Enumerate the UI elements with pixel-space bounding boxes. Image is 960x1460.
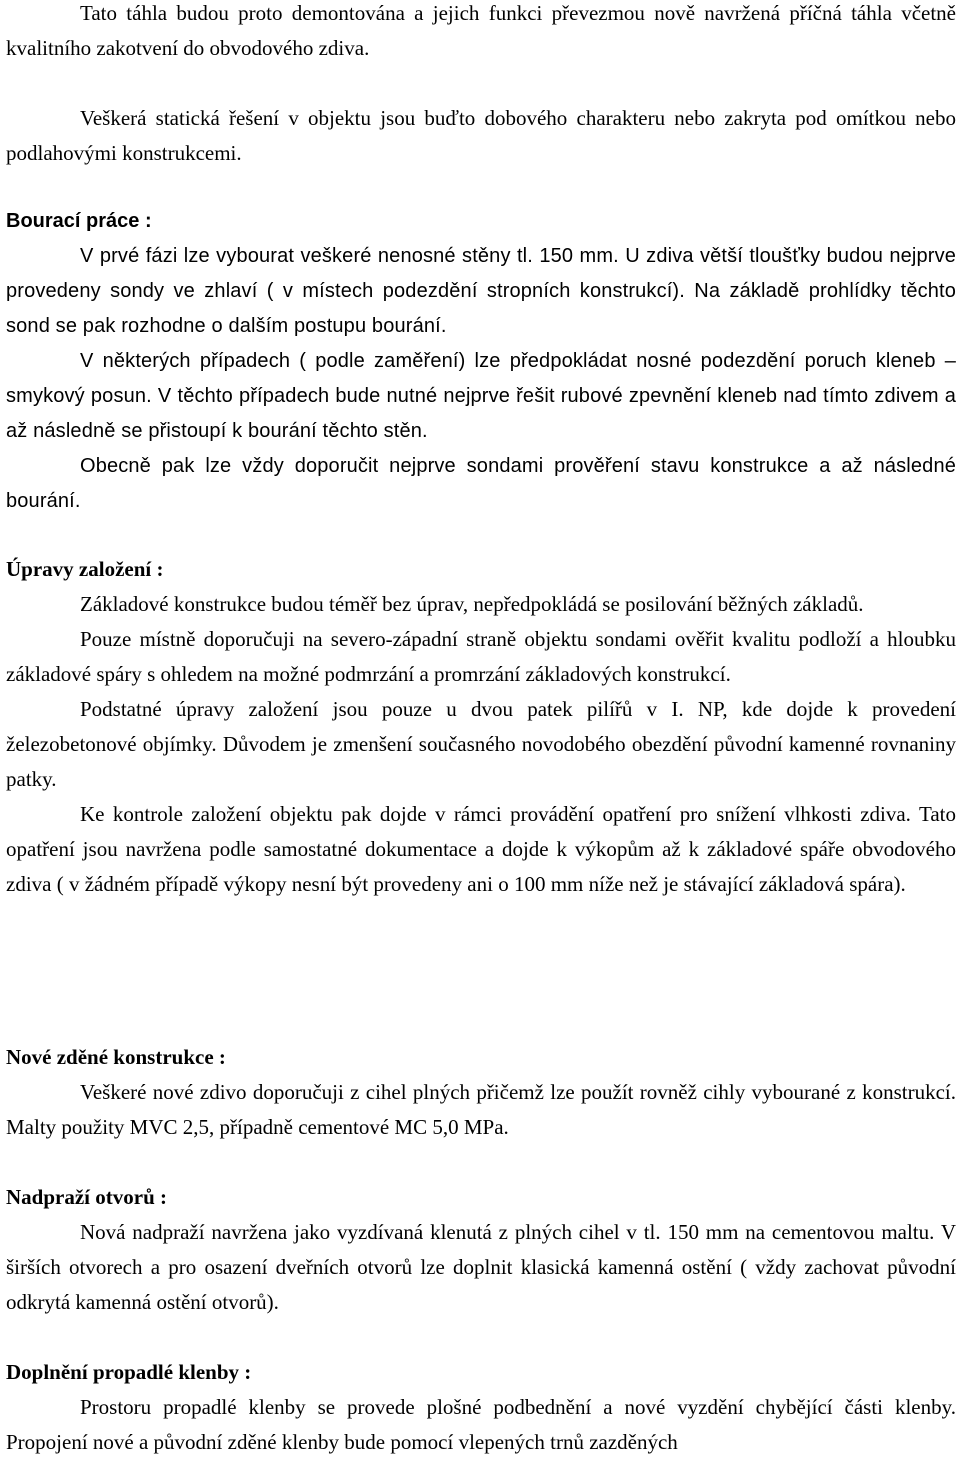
new-masonry-section — [6, 1040, 956, 1145]
foundation-section — [6, 552, 956, 902]
demolition-paragraph-2: V některých případech ( podle zaměření) lze předpokládat nosné podezdění poruch kleneb – smykový posun. V těchto případech bude nutné nejprve řešit rubové zpevnění kleneb nad tímto zdivem a až následně se přistoupí k bourání těchto stěn. — [6, 350, 956, 442]
lintels-section — [6, 1180, 956, 1320]
foundation-paragraph-2: Pouze místně doporučuji na severo-západní straně objektu sondami ověřit kvalitu podloží a hloubku základové spáry s ohledem na možné podmrzání a promrzání základových konstrukcí. — [6, 627, 956, 686]
foundation-paragraph-1: Základové konstrukce budou téměř bez úprav, nepředpokládá se posilování běžných základů. — [80, 592, 864, 616]
intro-paragraph-2: Veškerá statická řešení v objektu jsou buďto dobového charakteru nebo zakryta pod omítkou nebo podlahovými konstrukcemi. — [6, 106, 956, 165]
lintels-heading: Nadpraží otvorů : — [6, 1185, 167, 1209]
demolition-heading: Bourací práce : — [6, 210, 152, 232]
vault-repair-paragraph-1: Prostoru propadlé klenby se provede plošné podbednění a nové vyzdění chybějící části klenby. Propojení nové a původní zděné klenby bude pomocí vlepených trnů zazděných — [6, 1395, 956, 1454]
foundation-paragraph-3: Podstatné úpravy založení jsou pouze u dvou patek pilířů v I. NP, kde dojde k provedení železobetonové objímky. Důvodem je zmenšení současného novodobého obezdění původní kamenné rovnaniny patky. — [6, 697, 956, 791]
lintels-paragraph-1: Nová nadpraží navržena jako vyzdívaná klenutá z plných cihel v tl. 150 mm na cementovou maltu. V širších otvorech a pro osazení dveřních otvorů lze doplnit klasická kamenná ostění ( vždy zachovat původní odkrytá kamenná ostění otvorů). — [6, 1220, 956, 1314]
demolition-paragraph-1: V prvé fázi lze vybourat veškeré nenosné stěny tl. 150 mm. U zdiva větší tloušťky budou nejprve provedeny sondy ve zhlaví ( v místech podezdění stropních konstrukcí). Na základě prohlídky těchto sond se pak rozhodne o dalším postupu bourání. — [6, 245, 956, 337]
foundation-paragraph-4: Ke kontrole založení objektu pak dojde v rámci provádění opatření pro snížení vlhkosti zdiva. Tato opatření jsou navržena podle samostatné dokumentace a dojde k výkopům až k základové spáře obvodového zdiva ( v žádném případě výkopy nesní být provedeny ani o 100 mm níže než je stávající základová spára). — [6, 802, 956, 896]
new-masonry-heading: Nové zděné konstrukce : — [6, 1045, 226, 1069]
new-masonry-paragraph-1: Veškeré nové zdivo doporučuji z cihel plných přičemž lze použít rovněž cihly vybourané z konstrukcí. Malty použity MVC 2,5, případně cementové MC 5,0 MPa. — [6, 1080, 956, 1139]
vault-repair-heading: Doplnění propadlé klenby : — [6, 1360, 252, 1384]
vault-repair-section — [6, 1355, 956, 1460]
foundation-heading: Úpravy založení : — [6, 557, 164, 581]
demolition-section — [6, 204, 956, 519]
intro-section — [6, 0, 956, 171]
demolition-paragraph-3: Obecně pak lze vždy doporučit nejprve sondami prověření stavu konstrukce a až následné bourání. — [6, 455, 956, 512]
intro-paragraph-1: Tato táhla budou proto demontována a jejich funkci převezmou nově navržená příčná táhla včetně kvalitního zakotvení do obvodového zdiva. — [6, 1, 956, 60]
